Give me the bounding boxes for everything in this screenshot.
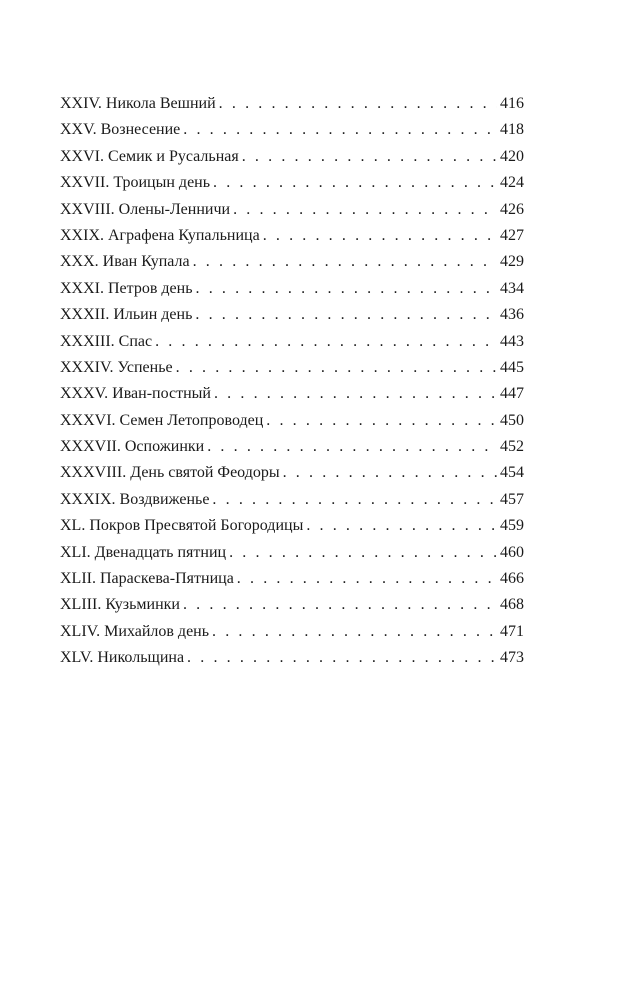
dot-leader — [263, 223, 497, 249]
toc-entry-page: 473 — [500, 649, 524, 667]
toc-entry-page: 445 — [500, 358, 524, 376]
dot-leader — [183, 592, 497, 618]
toc-entry-page: 420 — [500, 147, 524, 165]
toc-entry — [60, 540, 524, 566]
toc-entry-page: 424 — [500, 174, 524, 192]
dot-leader — [229, 540, 497, 566]
toc-entry — [60, 355, 524, 381]
toc-entry-title: XXVIII. Олены-Ленничи — [60, 200, 231, 218]
toc-entry — [60, 619, 524, 645]
toc-entry — [60, 592, 524, 618]
toc-entry-page: 459 — [500, 517, 524, 535]
dot-leader — [233, 197, 497, 223]
toc-entry-page: 460 — [500, 543, 524, 561]
dot-leader — [207, 434, 497, 460]
toc-entry-page: 457 — [500, 490, 524, 508]
dot-leader — [195, 302, 497, 328]
toc-entry-page: 426 — [500, 200, 524, 218]
toc-entry — [60, 487, 524, 513]
dot-leader — [193, 249, 497, 275]
dot-leader — [283, 460, 497, 486]
toc-entry-page: 434 — [500, 279, 524, 297]
toc-entry — [60, 144, 524, 170]
toc-entry — [60, 302, 524, 328]
toc-entry-title: XXXVI. Семен Летопроводец — [60, 411, 264, 429]
dot-leader — [187, 645, 497, 671]
toc-entry-page: 466 — [500, 570, 524, 588]
toc-entry-title: XXXVIII. День святой Феодоры — [60, 464, 280, 482]
toc-entry-title: XXX. Иван Купала — [60, 253, 190, 271]
toc-entry-title: XXXIX. Воздвиженье — [60, 490, 210, 508]
toc-entry-title: XLIV. Михайлов день — [60, 622, 210, 640]
toc-entry — [60, 645, 524, 671]
toc-entry-page: 447 — [500, 385, 524, 403]
toc-entry — [60, 117, 524, 143]
toc-entry-title: XXXIV. Успенье — [60, 358, 173, 376]
toc-entry-title: XXVI. Семик и Русальная — [60, 147, 239, 165]
toc-entry-title: XLI. Двенадцать пятниц — [60, 543, 227, 561]
dot-leader — [306, 513, 497, 539]
toc-entry-title: XXXVII. Оспожинки — [60, 438, 205, 456]
table-of-contents — [60, 91, 524, 672]
toc-entry — [60, 197, 524, 223]
toc-entry-page: 471 — [500, 622, 524, 640]
dot-leader — [266, 408, 497, 434]
toc-entry-page: 454 — [500, 464, 524, 482]
toc-entry-title: XXXI. Петров день — [60, 279, 193, 297]
toc-entry — [60, 329, 524, 355]
dot-leader — [214, 381, 497, 407]
dot-leader — [219, 91, 497, 117]
toc-entry — [60, 381, 524, 407]
toc-entry-title: XLII. Параскева-Пятница — [60, 570, 234, 588]
toc-entry-page: 452 — [500, 438, 524, 456]
toc-entry-title: XLV. Никольщина — [60, 649, 185, 667]
toc-entry-page: 418 — [500, 121, 524, 139]
toc-entry — [60, 513, 524, 539]
toc-entry-page: 427 — [500, 226, 524, 244]
toc-entry-page: 429 — [500, 253, 524, 271]
toc-entry — [60, 434, 524, 460]
dot-leader — [183, 117, 497, 143]
dot-leader — [176, 355, 497, 381]
toc-entry-page: 443 — [500, 332, 524, 350]
toc-entry-title: XXXV. Иван-постный — [60, 385, 211, 403]
dot-leader — [213, 170, 497, 196]
toc-entry — [60, 408, 524, 434]
toc-entry-title: XXIX. Аграфена Купальница — [60, 226, 260, 244]
toc-entry-page: 436 — [500, 306, 524, 324]
toc-entry-title: XXV. Вознесение — [60, 121, 181, 139]
toc-entry-page: 450 — [500, 411, 524, 429]
dot-leader — [242, 144, 497, 170]
toc-entry-title: XL. Покров Пресвятой Богородицы — [60, 517, 304, 535]
toc-entry-title: XXIV. Никола Вешний — [60, 95, 216, 112]
toc-entry-page: 416 — [500, 95, 524, 112]
dot-leader — [237, 566, 497, 592]
toc-entry-title: XXXIII. Спас — [60, 332, 153, 350]
toc-entry — [60, 223, 524, 249]
toc-entry — [60, 170, 524, 196]
toc-entry-title: XXXII. Ильин день — [60, 306, 193, 324]
dot-leader — [212, 487, 497, 513]
dot-leader — [155, 329, 497, 355]
toc-entry — [60, 276, 524, 302]
toc-entry-title: XLIII. Кузьминки — [60, 596, 180, 614]
dot-leader — [196, 276, 498, 302]
toc-entry-page: 468 — [500, 596, 524, 614]
toc-entry — [60, 91, 524, 117]
toc-entry — [60, 566, 524, 592]
toc-entry — [60, 460, 524, 486]
toc-entry — [60, 249, 524, 275]
dot-leader — [212, 619, 497, 645]
toc-entry-title: XXVII. Троицын день — [60, 174, 211, 192]
